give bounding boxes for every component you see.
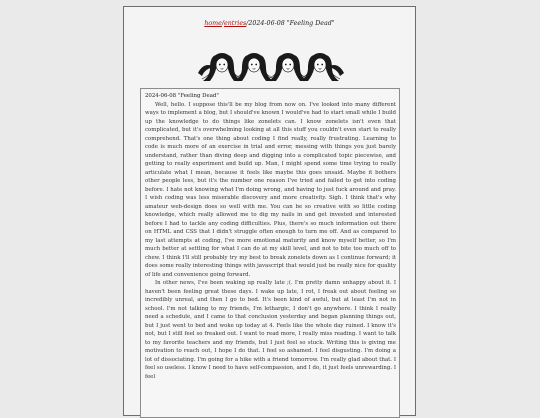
blog-page (123, 6, 416, 416)
breadcrumb-home-link[interactable]: home (204, 20, 222, 27)
breadcrumb-current: 2024-06-08 "Feeling Dead" (248, 20, 335, 27)
breadcrumb-entries-link[interactable]: entries (223, 20, 247, 27)
entry-paragraph: Well, hello. I suppose this'll be my blog from now on. I've looked into many different ways to implement a blog, but I should've known I would've had to start small while I build up the knowledge to do things like zonelets can. I know zonelets isn't even that complicated, but it's overwhelming looking at all this stuff you couldn't even start to really comprehend. That's one thing about coding I find really, really frustrating. Learning to code is much more of an exercise in trial and error, messing with things you just barely understand, rather than diving deep and digging into a complicated topic piecewise, and getting to really experiment and build up. Man, I might spend some time trying to really articulate what I mean, because it feels like maybe this goes unsaid. Maybe it bothers other people less, but it's the number one reason I've tried and failed to get into coding before. I hate not knowing what I'm doing wrong, and having to just fuck around and pray. I wish coding was less miserable discovery and more creativity. Sigh. I think that's why amateur web-design does so well with me. You can be so creative with so little coding knowledge, which really allowed me to dig my nails in and get invested and interested before I had to tackle any coding difficulties. Plus, there's so much information out there on HTML and CSS that I didn't struggle often enough to turn me off. And as compared to my last attempts at coding, I've more emotional maturity and know myself better, so I'm much better at settling for what I can do at my skill level, and not to bite too much off to chew. I think I'll still probably try my best to break zonelets down as I continue forward; it does some really interesting things with javascript that would just be really nice for quality of life and convenience going forward. (145, 101, 396, 278)
blog-entry (140, 88, 400, 418)
breadcrumb-separator: / (246, 20, 249, 27)
doll-head-icon (234, 53, 274, 81)
breadcrumb (124, 20, 415, 27)
doll-head-icon (268, 53, 308, 81)
header-banner-image (196, 51, 346, 83)
entry-paragraph: In other news, I've been waking up really late ;(. I'm pretty damn unhappy about it. I haven't been feeling great these days. I wake up late, I rot, I freak out about feeling so incredibly unreal, and then I go to bed. It's been kind of awful, but at least I'm not in school. I'm not talking to my friends, I'm lethargic, I don't go anywhere. I think I really need a schedule, and I came to that conclusion yesterday and began planning things out, but I just went to bed and woke up today at 4. Feels like the whole day ruined. I know it's not, but I still feel so freaked out. I want to read more, I really miss reading. I want to talk to my favorite teachers and my friends, but I just feel so stuck. Writing this is giving me motivation to reach out, I hope I do that. I feel so ashamed. I feel disgusting. I'm doing a lot of dissociating. I'm going for a hike with a friend tomorrow. I'm really glad about that. I feel so useless. I know I need to have self-compassion, and I do, it just feels unrewarding. I feel (145, 280, 396, 380)
entry-title: 2024-06-08 "Feeling Dead" (145, 93, 219, 99)
breadcrumb-separator: / (221, 20, 224, 27)
